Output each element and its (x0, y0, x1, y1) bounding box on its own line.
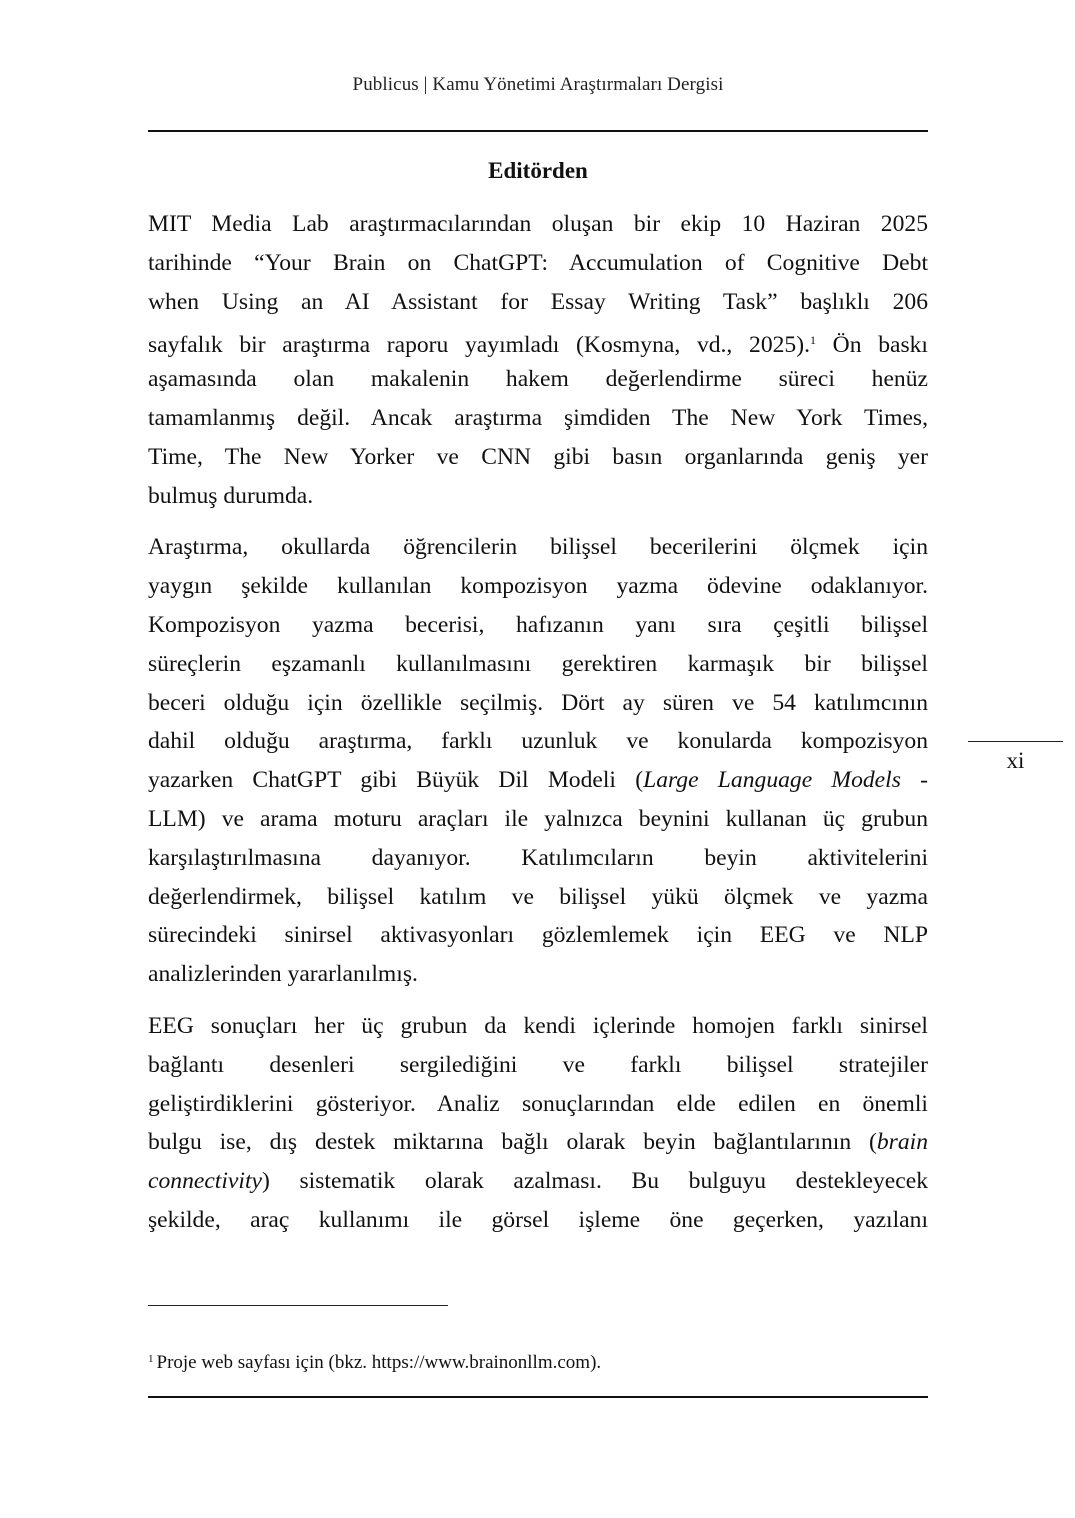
text-line: Kompozisyon yazma becerisi, hafızanın yanı sıra çeşitli bilişsel (148, 611, 928, 638)
text-line: EEG sonuçları her üç grubun da kendi içlerinde homojen farklı sinirsel (148, 1012, 928, 1039)
text-segment: - (900, 767, 928, 794)
paragraph-3 (148, 1007, 928, 1240)
footnote-marker: 1 (148, 1353, 154, 1365)
text-line: tamamlanmış değil. Ancak araştırma şimdiden The New York Times, (148, 404, 928, 431)
text-line: LLM) ve arama moturu araçları ile yalnızca beynini kullanan üç grubun (148, 805, 928, 832)
text-line: aşamasında olan makalenin hakem değerlendirme süreci henüz (148, 366, 928, 393)
page-number: xi (1006, 748, 1025, 773)
text-line (148, 1162, 928, 1201)
text-line: şekilde, araç kullanımı ile görsel işleme öne geçerken, yazılanı (148, 1206, 928, 1233)
paragraph-1 (148, 205, 928, 515)
text-segment: sayfalık bir araştırma raporu yayımladı (Kosmyna, vd., 2025). (148, 332, 810, 359)
text-line: sürecindeki sinirsel aktivasyonları gözlemlemek için EEG ve NLP (148, 922, 928, 949)
text-segment: yazarken ChatGPT gibi Büyük Dil Modeli ( (148, 767, 644, 794)
paragraph-2 (148, 528, 928, 994)
running-head: Publicus | Kamu Yönetimi Araştırmaları Dergisi (352, 74, 724, 95)
text-line (148, 1123, 928, 1162)
footnote-1 (148, 1352, 928, 1374)
italic-term: brain (876, 1129, 928, 1156)
article-body (148, 205, 928, 1253)
text-line: Time, The New Yorker ve CNN gibi basın organlarında geniş yer (148, 443, 928, 470)
text-line: MIT Media Lab araştırmacılarından oluşan bir ekip 10 Haziran 2025 (148, 211, 928, 237)
text-segment: Ön baskı (815, 332, 928, 359)
text-segment: bulgu ise, dış destek miktarına bağlı olarak beyin bağlantılarının ( (148, 1129, 877, 1156)
italic-term: connectivity (148, 1168, 262, 1195)
text-line: bulmuş durumda. (148, 482, 314, 509)
text-line: yaygın şekilde kullanılan kompozisyon yazma ödevine odaklanıyor. (148, 573, 928, 600)
text-line: when Using an AI Assistant for Essay Writing Task” başlıklı 206 (148, 288, 928, 315)
text-line: dahil olduğu araştırma, farklı uzunluk ve konularda kompozisyon (148, 728, 928, 755)
text-line: değerlendirmek, bilişsel katılım ve bilişsel yükü ölçmek ve yazma (148, 883, 928, 910)
text-line (148, 761, 928, 800)
text-line: süreçlerin eşzamanlı kullanılmasını gerektiren karmaşık bir bilişsel (148, 650, 928, 677)
italic-term: Large Language Models (643, 767, 901, 794)
text-line (148, 321, 928, 360)
margin-rule (968, 741, 1063, 742)
text-line: tarihinde “Your Brain on ChatGPT: Accumulation of Cognitive Debt (148, 249, 928, 276)
text-line: beceri olduğu için özellikle seçilmiş. Dört ay süren ve 54 katılımcının (148, 689, 928, 716)
text-line: Araştırma, okullarda öğrencilerin bilişsel becerilerini ölçmek için (148, 534, 928, 561)
text-segment: ) sistematik olarak azalması. Bu bulguyu destekleyecek (261, 1168, 928, 1195)
text-line: analizlerinden yararlanılmış. (148, 961, 418, 988)
section-title: Editörden (488, 158, 588, 183)
footnote-text: Proje web sayfası için (bkz. https://www.brainonllm.com). (156, 1352, 602, 1373)
footnote-ref[interactable]: 1 (809, 333, 816, 348)
text-line: karşılaştırılmasına dayanıyor. Katılımcıların beyin aktivitelerini (148, 844, 928, 871)
header-rule (148, 130, 928, 132)
footer-rule (148, 1396, 928, 1398)
footnote-separator (148, 1305, 448, 1306)
text-line: bağlantı desenleri sergilediğini ve farklı bilişsel stratejiler (148, 1051, 928, 1078)
text-line: geliştirdiklerini gösteriyor. Analiz sonuçlarından elde edilen en önemli (148, 1090, 928, 1117)
